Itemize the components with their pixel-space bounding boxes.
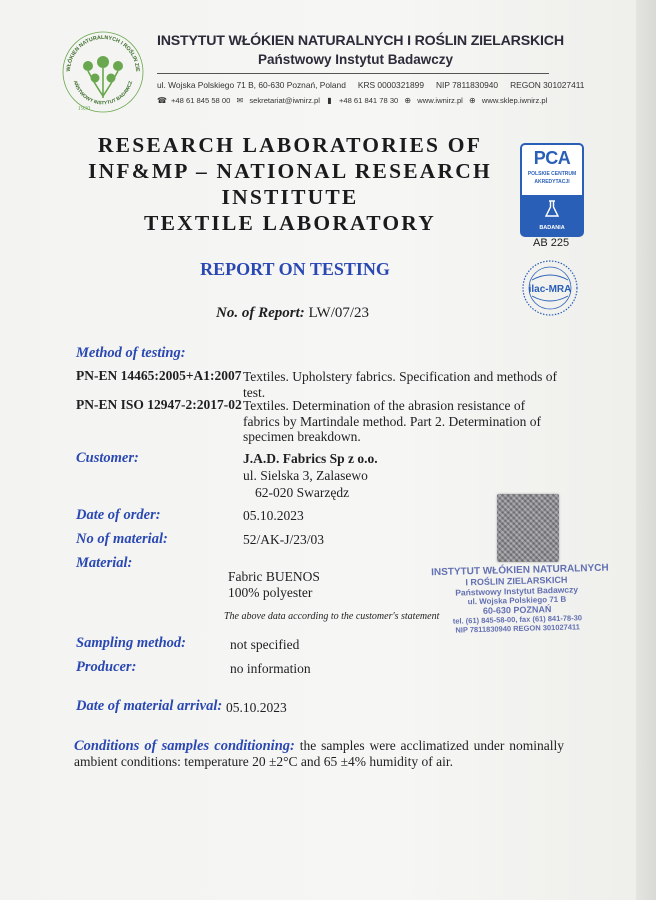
stamp-line-6: tel. (61) 845-58-00, fax (61) 841-78-30 xyxy=(452,613,583,626)
arrival-date: 05.10.2023 xyxy=(226,700,287,715)
logo-bottom-text: AŃSTWOWY INSTYTUT BADAWCZ xyxy=(71,80,135,107)
pca-logo: PCA xyxy=(533,148,571,168)
krs: KRS 0000321899 xyxy=(357,80,424,90)
ilac-mra-logo xyxy=(520,258,580,318)
producer: no information xyxy=(230,661,311,676)
fax-icon: ▮ xyxy=(327,96,332,105)
conditioning-text: the samples were acclimatized under nominally ambient conditions: temperature 20 ±2°C and 65 ±4% humidity of air. xyxy=(74,738,564,769)
institute-name: INSTYTUT WŁÓKIEN NATURALNYCH I ROŚLIN ZIELARSKICH xyxy=(157,33,564,49)
phone-icon: ☎ xyxy=(157,96,167,105)
email-icon: ✉ xyxy=(236,96,244,105)
pca-name-1: POLSKIE CENTRUM xyxy=(527,171,577,177)
nip: NIP 7811830940 xyxy=(436,80,499,90)
customer-statement-note: The above data according to the customer's statement xyxy=(224,611,440,622)
fax: +48 61 841 78 30 xyxy=(338,96,399,105)
standard-code-2: PN-EN ISO 12947-2:2017-02 xyxy=(76,397,242,412)
report-number-label: No. of Report xyxy=(216,305,300,321)
report-number-value: LW/07/23 xyxy=(308,305,370,321)
laboratory-title xyxy=(70,132,510,236)
ilac-label: ilac-MRA xyxy=(528,284,572,295)
stamp-line-4: ul. Wojska Polskiego 71 B xyxy=(467,594,567,607)
standard-code-1: PN-EN 14465:2005+A1:2007 xyxy=(76,368,242,383)
pca-number: AB 225 xyxy=(533,237,570,249)
logo-top-text: WŁÓKIEN NATURALNYCH I ROŚLIN ZIE xyxy=(65,34,141,72)
customer-name: J.A.D. Fabrics Sp z o.o. xyxy=(243,451,378,466)
header-divider xyxy=(157,73,549,74)
shop-website[interactable]: www.sklep.iwnirz.pl xyxy=(481,96,548,105)
stamp-line-1: INSTYTUT WŁÓKIEN NATURALNYCH xyxy=(431,562,609,579)
customer-label: Customer: xyxy=(76,450,139,466)
page-fold-shadow xyxy=(636,0,656,900)
stamp-line-3: Państwowy Instytut Badawczy xyxy=(455,584,579,598)
logo-year: 1930 xyxy=(78,106,90,112)
institute-logo xyxy=(58,26,148,116)
stamp-line-7: NIP 7811830940 REGON 301027411 xyxy=(455,622,581,635)
report-number: No. of Report: LW/07/23 xyxy=(216,305,370,321)
customer-city: 62-020 Swarzędz xyxy=(255,485,350,500)
lab-title-line-1: RESEARCH LABORATORIES OF xyxy=(97,133,483,157)
institute-subtitle: Państwowy Instytut Badawczy xyxy=(258,52,454,67)
conditioning-paragraph xyxy=(74,738,564,770)
lab-title-line-2: INF&MP – NATIONAL RESEARCH xyxy=(88,159,492,183)
material-number-label: No of material: xyxy=(76,531,168,547)
globe-icon: ⊕ xyxy=(469,96,476,105)
date-of-order-label: Date of order: xyxy=(76,507,161,523)
flask-icon xyxy=(542,199,562,219)
website[interactable]: www.iwnirz.pl xyxy=(417,96,463,105)
standard-description-2: Textiles. Determination of the abrasion resistance of fabrics by Martindale method. Part 2. Determination of specimen breakdown. xyxy=(243,398,542,444)
material-number: 52/AK-J/23/03 xyxy=(243,532,324,547)
method-label: Method of testing: xyxy=(76,345,186,361)
email[interactable]: sekretariat@iwnirz.pl xyxy=(249,96,320,105)
conditioning-label: Conditions of samples conditioning: xyxy=(74,738,295,754)
producer-label: Producer: xyxy=(76,659,137,675)
address-row xyxy=(157,80,585,90)
address: ul. Wojska Polskiego 71 B, 60-630 Poznań, Poland xyxy=(157,80,346,90)
sampling-method: not specified xyxy=(230,637,300,652)
material-name: Fabric BUENOS xyxy=(228,569,320,584)
contact-row xyxy=(157,96,577,105)
lab-title-line-3: INSTITUTE xyxy=(221,185,359,209)
pca-badge-label: BADANIA xyxy=(539,225,565,231)
report-title: REPORT ON TESTING xyxy=(200,259,390,279)
pca-badge-mark xyxy=(522,195,582,235)
stamp-line-2: I ROŚLIN ZIELARSKICH xyxy=(465,574,568,588)
phone[interactable]: +48 61 845 58 00 xyxy=(171,96,231,105)
pca-accreditation-badge xyxy=(520,143,584,237)
stamp-line-5: 60-630 POZNAŃ xyxy=(482,604,552,616)
globe-icon: ⊕ xyxy=(404,96,412,105)
lab-title-line-4: TEXTILE LABORATORY xyxy=(144,211,436,235)
fabric-sample-swatch xyxy=(497,494,559,562)
arrival-date-label: Date of material arrival: xyxy=(76,698,223,714)
date-of-order: 05.10.2023 xyxy=(243,508,304,523)
material-label: Material: xyxy=(76,555,133,571)
pca-name-2: AKREDYTACJI xyxy=(534,179,570,185)
institute-stamp xyxy=(431,562,609,645)
standard-description-1: Textiles. Upholstery fabrics. Specification and methods of test. xyxy=(243,369,557,400)
regon: REGON 301027411 xyxy=(510,80,585,90)
sampling-method-label: Sampling method: xyxy=(76,635,186,651)
customer-street: ul. Sielska 3, Zalasewo xyxy=(243,468,368,483)
material-composition: 100% polyester xyxy=(228,585,313,600)
